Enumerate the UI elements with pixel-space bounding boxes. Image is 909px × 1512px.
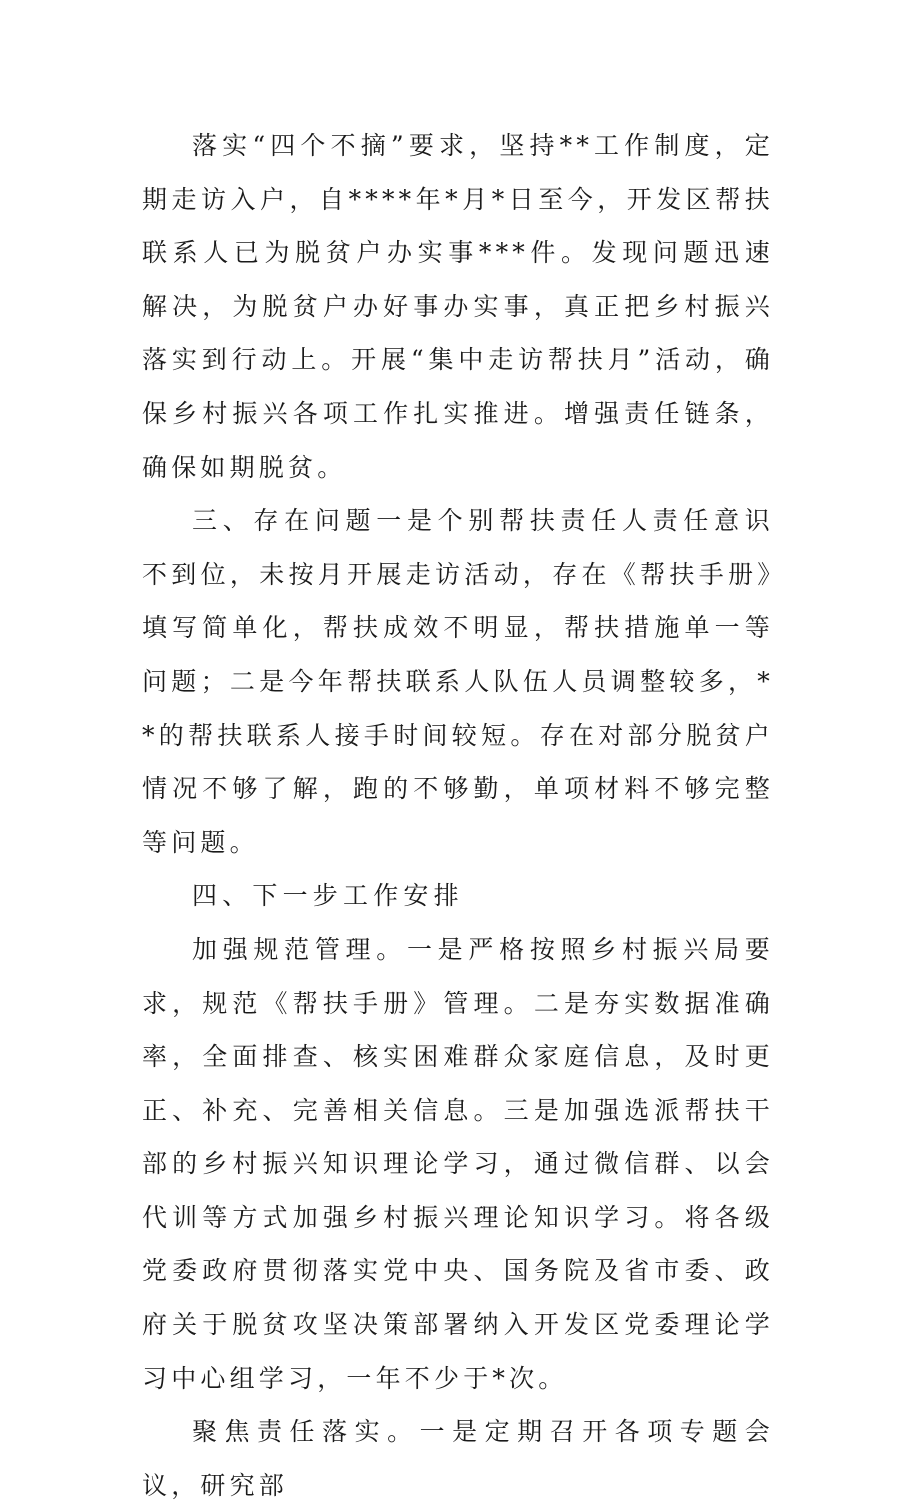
document-body xyxy=(142,119,774,1512)
section-heading-next-steps: 四、下一步工作安排 xyxy=(192,881,464,911)
paragraph-management: 加强规范管理。一是严格按照乡村振兴局要求，规范《帮扶手册》管理。二是夯实数据准确率，全面排查、核实困难群众家庭信息，及时更正、补充、完善相关信息。三是加强选派帮扶干部的乡村振兴知识理论学习，通过微信群、以会代训等方式加强乡村振兴理论知识学习。将各级党委政府贯彻落实党中央、国务院及省市委、政府关于脱贫攻坚决策部署纳入开发区党委理论学习中心组学习，一年不少于*次。 xyxy=(142,934,774,1393)
paragraph-responsibility: 聚焦责任落实。一是定期召开各项专题会议，研究部 xyxy=(142,1417,774,1500)
paragraph-problems: 三、存在问题一是个别帮扶责任人责任意识不到位，未按月开展走访活动，存在《帮扶手册》填写简单化，帮扶成效不明显，帮扶措施单一等问题；二是今年帮扶联系人队伍人员调整较多，**的帮扶联系人接手时间较短。存在对部分脱贫户情况不够了解，跑的不够勤，单项材料不够完整等问题。 xyxy=(142,506,774,857)
paragraph-visits: 落实“四个不摘”要求，坚持**工作制度，定期走访入户，自****年*月*日至今，开发区帮扶联系人已为脱贫户办实事***件。发现问题迅速解决，为脱贫户办好事办实事，真正把乡村振兴落实到行动上。开展“集中走访帮扶月”活动，确保乡村振兴各项工作扎实推进。增强责任链条，确保如期脱贫。 xyxy=(142,131,774,482)
